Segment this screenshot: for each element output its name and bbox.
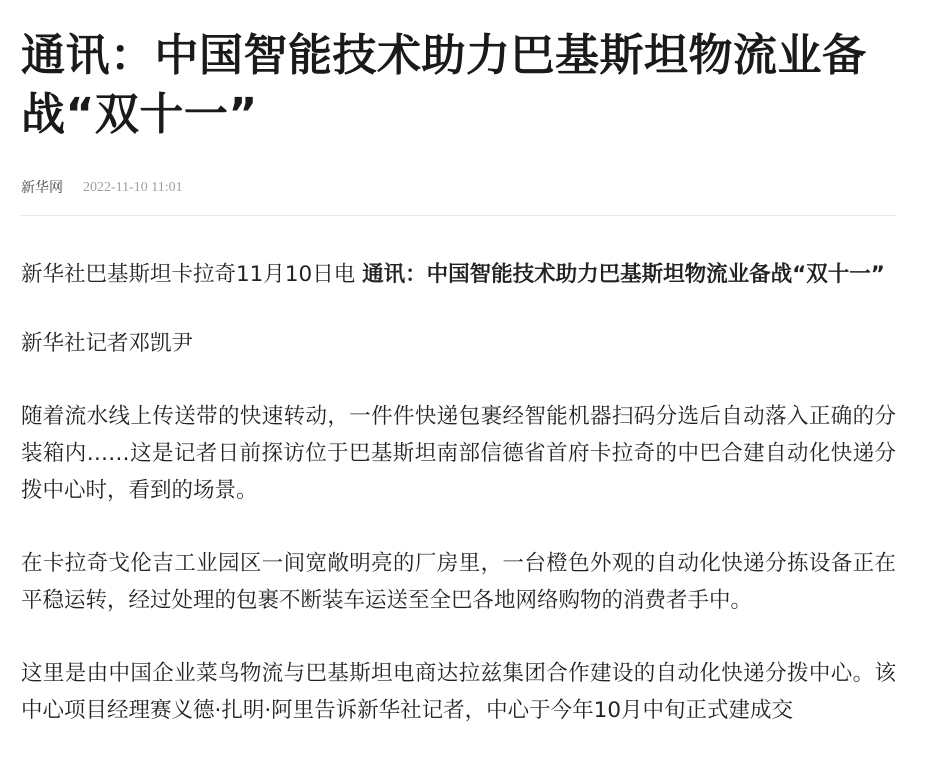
publish-date: 2022-11-10 11:01	[83, 180, 183, 195]
article	[21, 0, 896, 765]
body-paragraph: 这里是由中国企业菜鸟物流与巴基斯坦电商达拉兹集团合作建设的自动化快递分拨中心。该中心项目经理赛义德·扎明·阿里告诉新华社记者，中心于今年10月中旬正式建成交	[21, 661, 896, 723]
divider	[21, 215, 896, 216]
lead-title: 通讯：中国智能技术助力巴基斯坦物流业备战“双十一”	[362, 262, 885, 287]
body-paragraph: 在卡拉奇戈伦吉工业园区一间宽敞明亮的厂房里，一台橙色外观的自动化快递分拣设备正在平稳运转，经过处理的包裹不断装车运送至全巴各地网络购物的消费者手中。	[21, 551, 896, 613]
article-body	[21, 256, 896, 729]
article-meta	[21, 178, 896, 198]
source-label[interactable]: 新华网	[21, 180, 63, 196]
reporter-line: 新华社记者邓凯尹	[21, 331, 194, 356]
article-title: 通讯：中国智能技术助力巴基斯坦物流业备战“双十一”	[21, 30, 867, 140]
lead-paragraph	[21, 256, 896, 293]
body-paragraph: 随着流水线上传送带的快速转动，一件件快递包裹经智能机器扫码分选后自动落入正确的分装箱内……这是记者日前探访位于巴基斯坦南部信德省首府卡拉奇的中巴合建自动化快递分拨中心时，看到的场景。	[21, 404, 896, 503]
dateline: 新华社巴基斯坦卡拉奇11月10日电	[21, 262, 363, 287]
